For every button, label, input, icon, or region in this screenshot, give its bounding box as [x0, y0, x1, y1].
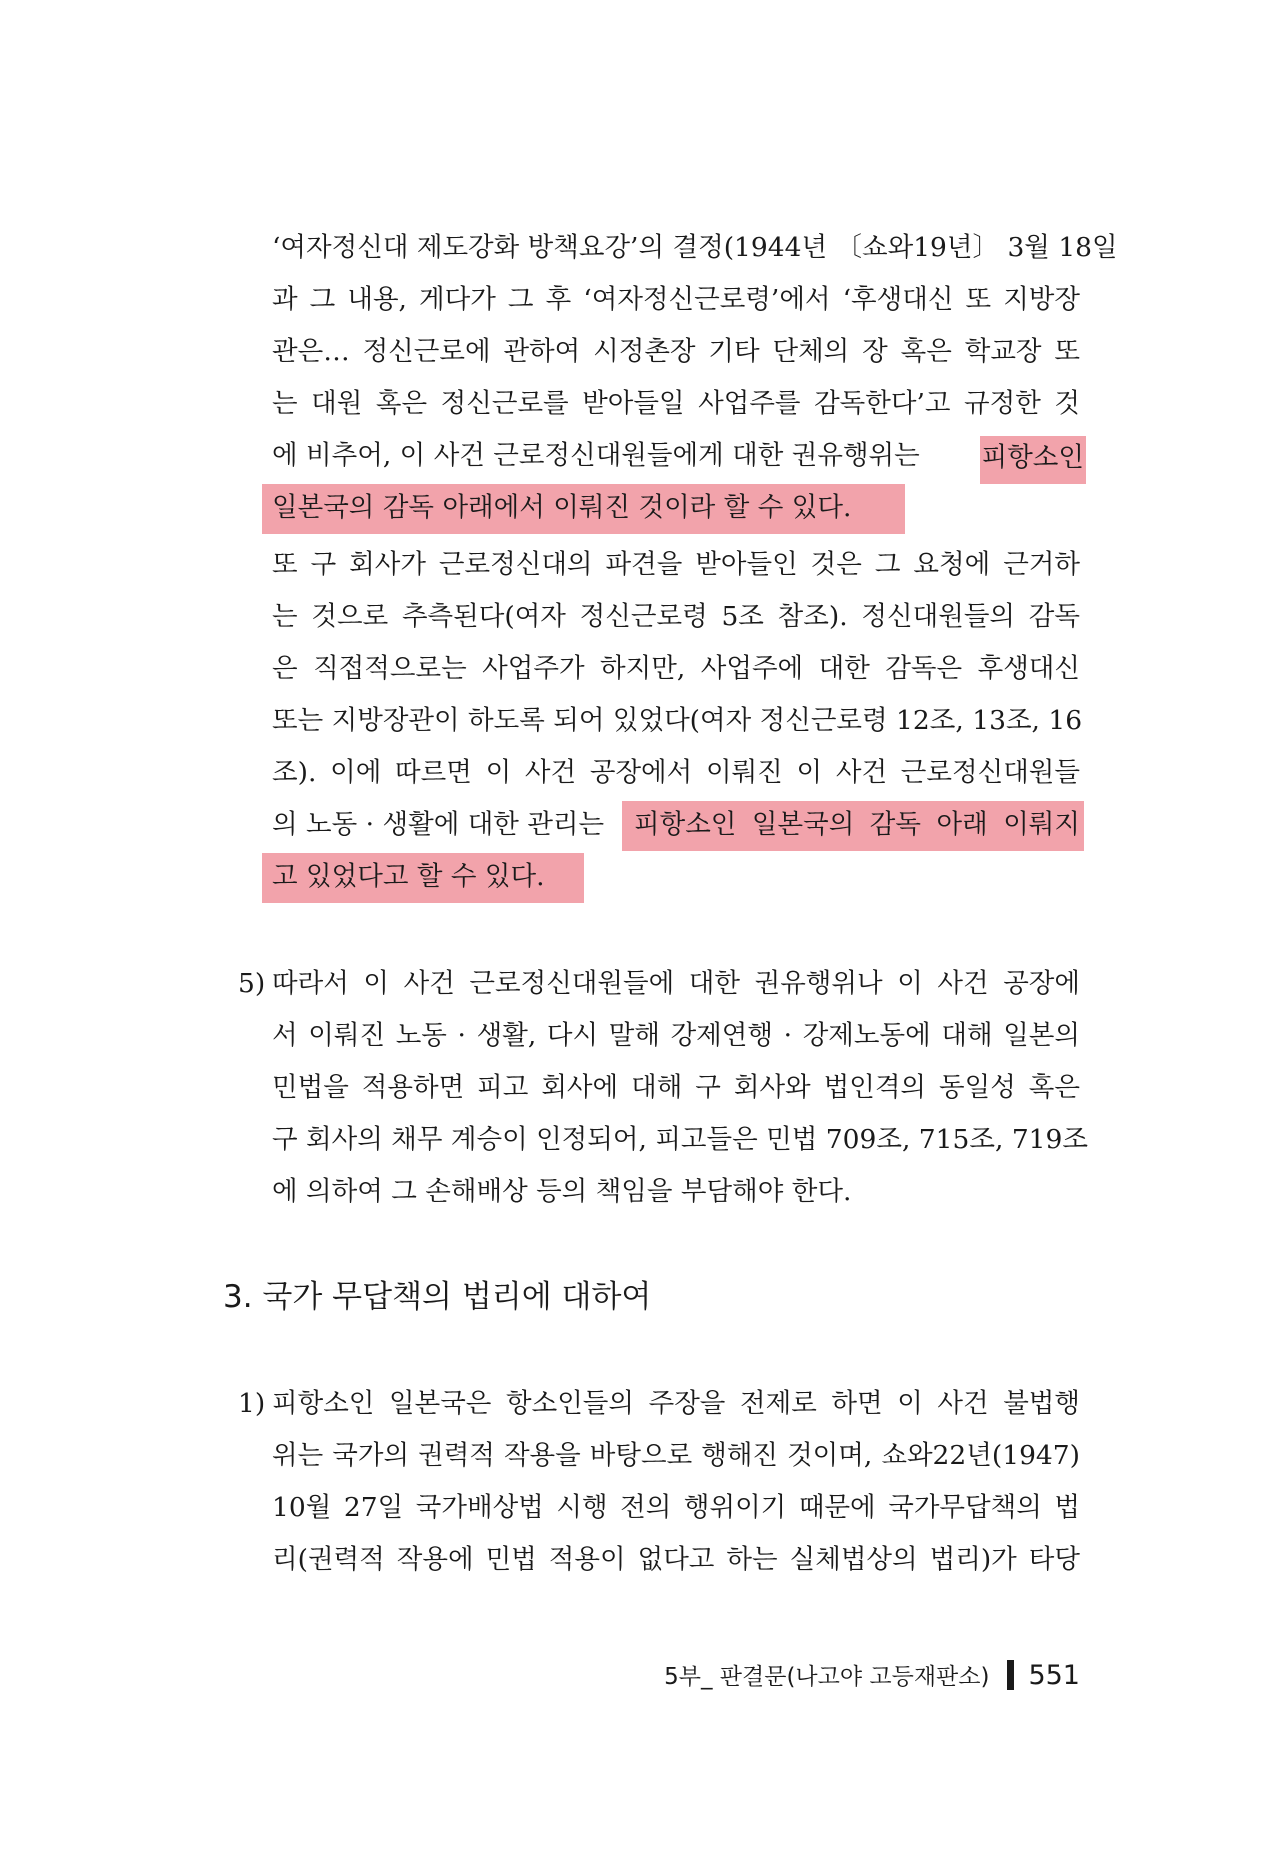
text-line: [272, 805, 1080, 845]
footer-divider: [1007, 1660, 1014, 1690]
list-marker: 1): [238, 1388, 266, 1419]
footer-section-title: 5부_ 판결문(나고야 고등재판소): [664, 1664, 990, 1690]
text-span: 에 비추어, 이 사건 근로정신대원들에게 대한 권유행위는: [272, 440, 920, 471]
highlighted-text: 피항소인 일본국의 감독 아래 이뤄지: [634, 809, 1080, 840]
text-line: 민법을 적용하면 피고 회사에 대해 구 회사와 법인격의 동일성 혹은: [272, 1072, 1080, 1103]
text-line: [272, 436, 1084, 476]
text-line: 10월 27일 국가배상법 시행 전의 행위이기 때문에 국가무답책의 법: [272, 1492, 1080, 1523]
text-line: 위는 국가의 권력적 작용을 바탕으로 행해진 것이며, 쇼와22년(1947): [272, 1440, 1080, 1471]
text-line: 에 의하여 그 손해배상 등의 책임을 부담해야 한다.: [272, 1176, 852, 1207]
page-number: 551: [1028, 1660, 1080, 1691]
section-heading: 3. 국가 무답책의 법리에 대하여: [223, 1279, 652, 1315]
text-line: 과 그 내용, 게다가 그 후 ‘여자정신근로령’에서 ‘후생대신 또 지방장: [272, 284, 1080, 315]
highlighted-text: 일본국의 감독 아래에서 이뤄진 것이라 할 수 있다.: [272, 492, 852, 523]
text-line: 관은… 정신근로에 관하여 시정촌장 기타 단체의 장 혹은 학교장 또: [272, 336, 1080, 367]
text-line: ‘여자정신대 제도강화 방책요강’의 결정(1944년 〔쇼와19년〕 3월 18일: [272, 232, 1118, 263]
highlighted-text: 피항소인: [980, 436, 1086, 484]
text-line: 또는 지방장관이 하도록 되어 있었다(여자 정신근로령 12조, 13조, 16: [272, 705, 1083, 736]
text-line: 구 회사의 채무 계승이 인정되어, 피고들은 민법 709조, 715조, 719조: [272, 1124, 1089, 1155]
text-line: 는 것으로 추측된다(여자 정신근로령 5조 참조). 정신대원들의 감독: [272, 601, 1080, 632]
text-line: 조). 이에 따르면 이 사건 공장에서 이뤄진 이 사건 근로정신대원들: [272, 757, 1080, 788]
page-footer: [640, 1656, 1080, 1697]
text-line: 서 이뤄진 노동 · 생활, 다시 말해 강제연행 · 강제노동에 대해 일본의: [272, 1020, 1080, 1051]
text-line: 리(권력적 작용에 민법 적용이 없다고 하는 실체법상의 법리)가 타당: [272, 1544, 1080, 1575]
text-line: 은 직접적으로는 사업주가 하지만, 사업주에 대한 감독은 후생대신: [272, 653, 1080, 684]
text-line: 는 대원 혹은 정신근로를 받아들일 사업주를 감독한다’고 규정한 것: [272, 388, 1080, 419]
list-marker: 5): [238, 968, 266, 999]
text-line: 피항소인 일본국은 항소인들의 주장을 전제로 하면 이 사건 불법행: [272, 1388, 1080, 1419]
text-span: 의 노동 · 생활에 대한 관리는: [272, 809, 605, 840]
text-line: 또 구 회사가 근로정신대의 파견을 받아들인 것은 그 요청에 근거하: [272, 549, 1080, 580]
highlighted-text: 고 있었다고 할 수 있다.: [272, 861, 545, 892]
text-line: 따라서 이 사건 근로정신대원들에 대한 권유행위나 이 사건 공장에: [272, 968, 1080, 999]
